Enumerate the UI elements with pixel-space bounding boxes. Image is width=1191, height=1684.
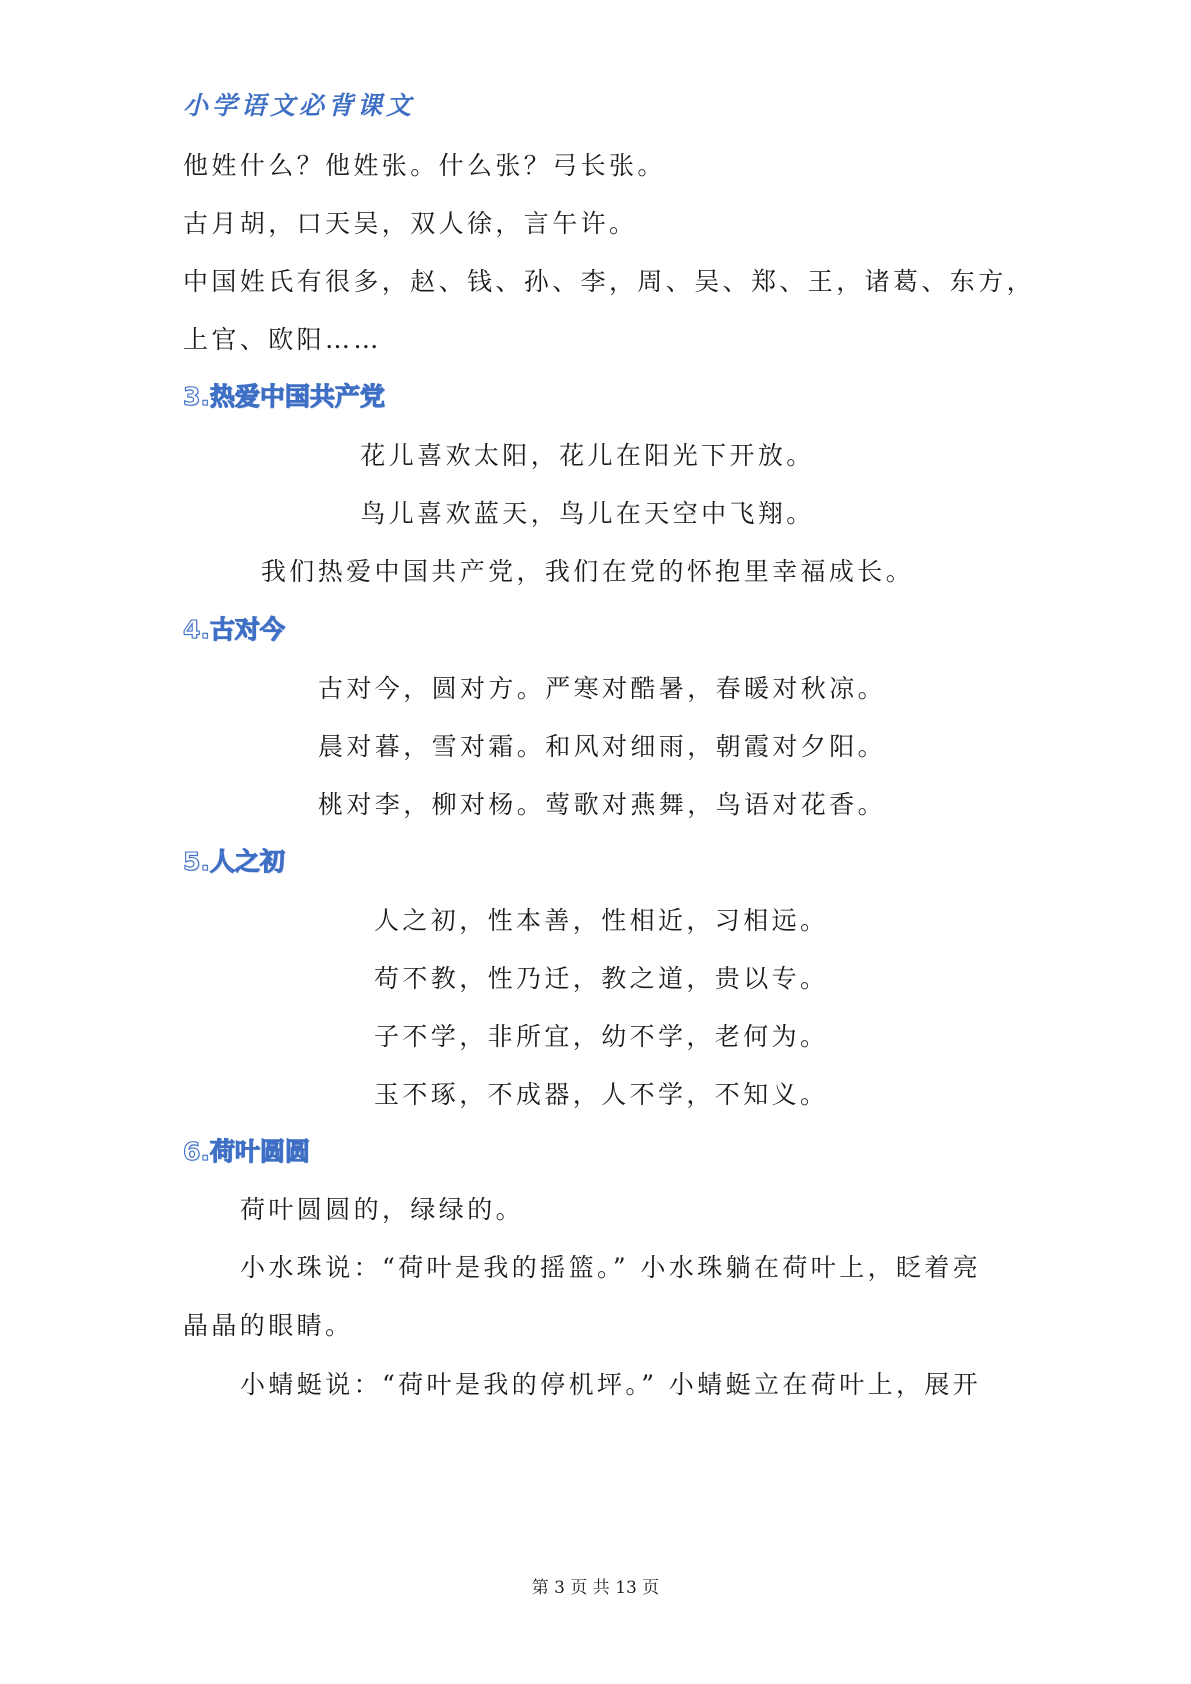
text-line: 他姓什么？他姓张。什么张？弓长张。 — [183, 151, 666, 180]
poem-line: 古对今，圆对方。严寒对酷暑，春暖对秋凉。 — [318, 674, 887, 703]
section-heading: 4.古对今 — [183, 615, 285, 644]
section-heading: 5.人之初 — [183, 847, 285, 876]
text-line: 晶晶的眼睛。 — [183, 1311, 354, 1340]
poem-line: 玉不琢，不成器，人不学，不知义。 — [374, 1080, 829, 1109]
poem-line: 子不学，非所宜，幼不学，老何为。 — [374, 1022, 829, 1051]
poem-line: 花儿喜欢太阳，花儿在阳光下开放。 — [360, 441, 815, 470]
section-heading: 6.荷叶圆圆 — [183, 1137, 310, 1166]
poem-line: 我们热爱中国共产党，我们在党的怀抱里幸福成长。 — [260, 557, 915, 586]
poem-line: 晨对暮，雪对霜。和风对细雨，朝霞对夕阳。 — [318, 732, 887, 761]
poem-line: 桃对李，柳对杨。莺歌对燕舞，鸟语对花香。 — [318, 790, 887, 819]
page-number: 第 3 页 共 13 页 — [531, 1578, 660, 1598]
poem-line: 人之初，性本善，性相近，习相远。 — [374, 906, 829, 935]
text-line: 古月胡，口天吴，双人徐，言午许。 — [183, 209, 638, 238]
text-line: 中国姓氏有很多，赵、钱、孙、李，周、吴、郑、王，诸葛、东方， — [183, 267, 1036, 296]
poem-line: 鸟儿喜欢蓝天，鸟儿在天空中飞翔。 — [360, 499, 815, 528]
page-header: 小学语文必背课文 — [183, 91, 416, 120]
text-line: 上官、欧阳…… — [183, 325, 382, 354]
section-heading: 3.热爱中国共产党 — [183, 382, 385, 411]
text-line: 小水珠说：“荷叶是我的摇篮。” 小水珠躺在荷叶上，眨着亮 — [240, 1253, 982, 1282]
text-line: 荷叶圆圆的，绿绿的。 — [240, 1195, 525, 1224]
text-line: 小蜻蜓说：“荷叶是我的停机坪。” 小蜻蜓立在荷叶上，展开 — [240, 1370, 982, 1399]
poem-line: 苟不教，性乃迁，教之道，贵以专。 — [374, 964, 829, 993]
